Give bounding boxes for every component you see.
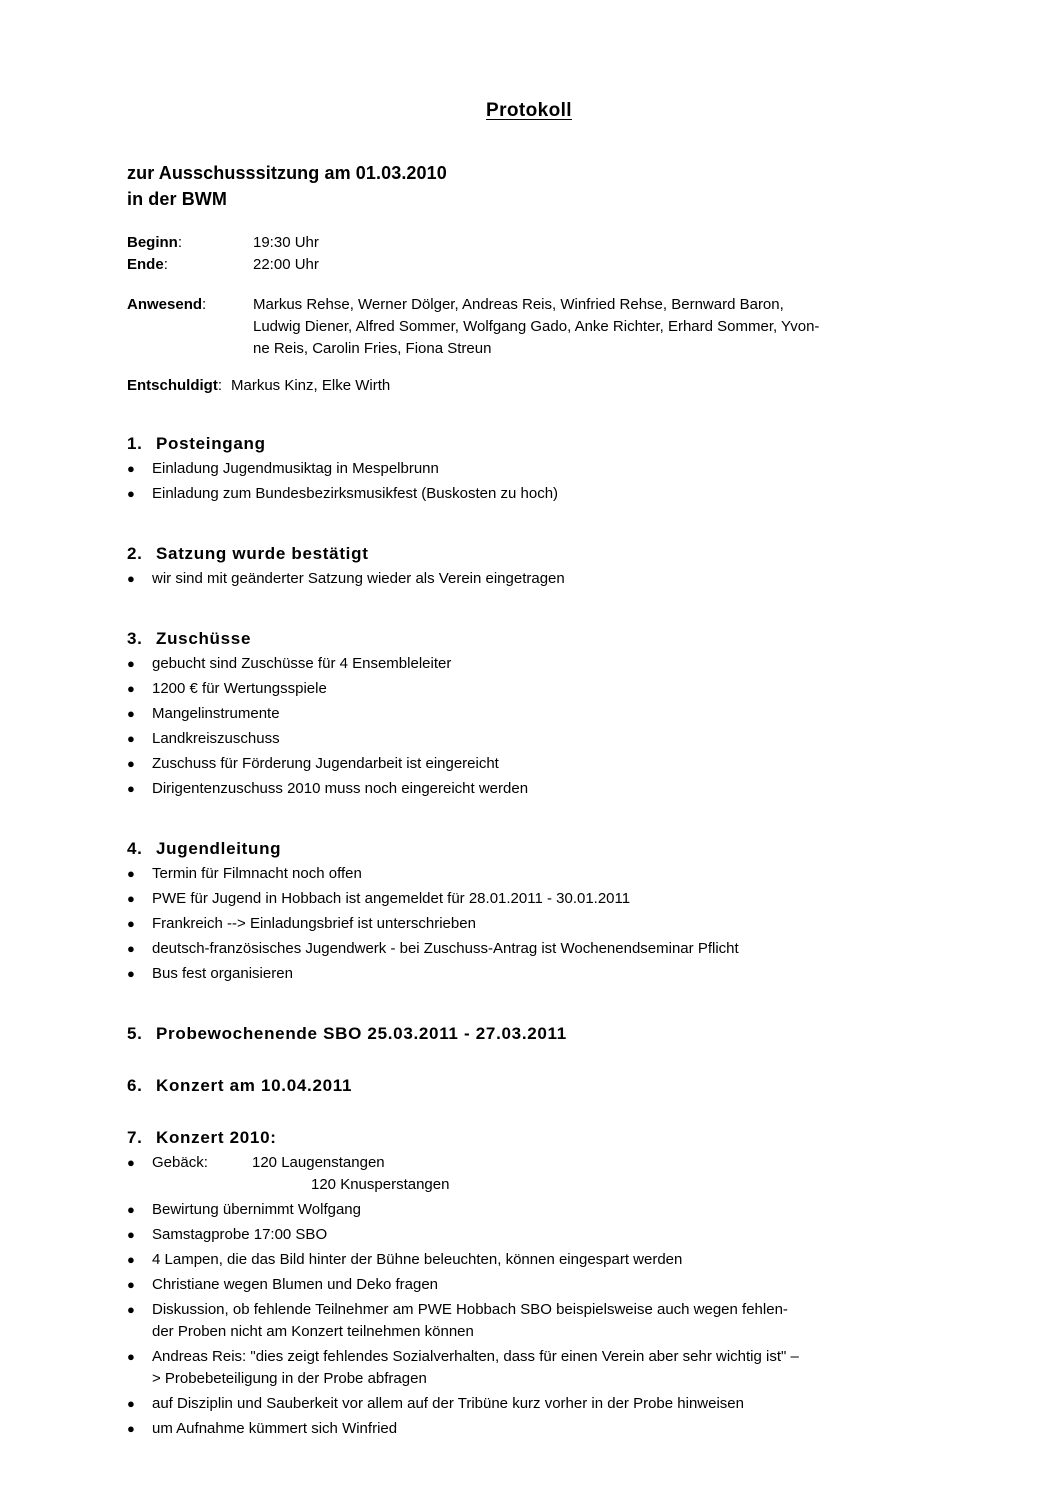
section-heading	[0, 432, 1058, 456]
bullet-icon: ●	[127, 941, 135, 956]
bullet-icon: ●	[127, 1252, 135, 1267]
list-item-text: gebucht sind Zuschüsse für 4 Ensembleleiter	[152, 655, 452, 672]
page-title	[0, 100, 1058, 122]
section-posteingang	[0, 432, 1058, 505]
section-title: Probewochenende SBO 25.03.2011 - 27.03.2011	[156, 1024, 567, 1043]
list-item-text: wir sind mit geänderter Satzung wieder als Verein eingetragen	[152, 570, 565, 587]
section-bullets	[0, 1152, 1058, 1440]
list-item-text: Dirigentenzuschuss 2010 muss noch eingereicht werden	[152, 780, 529, 797]
list-item	[0, 938, 1058, 960]
list-item	[0, 1224, 1058, 1246]
section-number: 6.	[127, 1076, 143, 1095]
excused-label: Entschuldigt:	[127, 377, 222, 394]
list-item-text: PWE für Jugend in Hobbach ist angemeldet für 28.01.2011 - 30.01.2011	[152, 890, 631, 907]
list-item	[0, 483, 1058, 505]
section-konzert-2011	[0, 1074, 1058, 1098]
bullet-icon: ●	[127, 486, 135, 501]
section-heading	[0, 627, 1058, 651]
bullet-icon: ●	[127, 656, 135, 671]
attendees-line: Markus Rehse, Werner Dölger, Andreas Reis, Winfried Rehse, Bernward Baron,	[253, 296, 784, 313]
bullet-icon: ●	[127, 461, 135, 476]
list-item-text: Einladung Jugendmusiktag in Mespelbrunn	[152, 460, 439, 477]
list-item-text	[152, 1299, 942, 1343]
list-item-line: > Probebeteiligung in der Probe abfragen	[152, 1370, 427, 1387]
list-item	[0, 863, 1058, 885]
list-item	[0, 1393, 1058, 1415]
list-item	[0, 888, 1058, 910]
list-item-text: Christiane wegen Blumen und Deko fragen	[152, 1276, 439, 1293]
bullet-icon: ●	[127, 571, 135, 586]
section-spacer	[0, 1100, 1058, 1126]
meeting-times	[127, 232, 319, 276]
section-number: 2.	[127, 544, 143, 563]
list-item-text: Landkreiszuschuss	[152, 730, 280, 747]
section-heading	[0, 1074, 1058, 1098]
list-item	[0, 778, 1058, 800]
list-item-text: Samstagprobe 17:00 SBO	[152, 1226, 328, 1243]
list-item-text: Termin für Filmnacht noch offen	[152, 865, 362, 882]
list-item	[0, 1199, 1058, 1221]
bullet-icon: ●	[127, 1349, 135, 1364]
page-title-text: Protokoll	[486, 100, 572, 121]
sections-list	[0, 432, 1058, 1443]
section-spacer	[0, 593, 1058, 627]
section-spacer	[0, 1048, 1058, 1074]
bullet-icon: ●	[127, 706, 135, 721]
bullet-icon: ●	[127, 866, 135, 881]
list-item-text: Einladung zum Bundesbezirksmusikfest (Buskosten zu hoch)	[152, 485, 559, 502]
section-title: Konzert am 10.04.2011	[156, 1076, 353, 1095]
attendees-line: ne Reis, Carolin Fries, Fiona Streun	[253, 340, 492, 357]
section-number: 7.	[127, 1128, 143, 1147]
list-item	[0, 703, 1058, 725]
list-item-line: Diskussion, ob fehlende Teilnehmer am PWE Hobbach SBO beispielsweise auch wegen fehlen-	[152, 1301, 788, 1318]
list-item-text: Frankreich --> Einladungsbrief ist unterschrieben	[152, 915, 476, 932]
attendees-block	[127, 294, 927, 360]
list-item-text: 4 Lampen, die das Bild hinter der Bühne beleuchten, können eingespart werden	[152, 1251, 683, 1268]
section-heading	[0, 1126, 1058, 1150]
section-bullets	[0, 863, 1058, 985]
section-title: Satzung wurde bestätigt	[156, 544, 369, 563]
section-spacer	[0, 508, 1058, 542]
end-value: 22:00 Uhr	[253, 256, 319, 273]
list-item-text: deutsch-französisches Jugendwerk - bei Zuschuss-Antrag ist Wochenendseminar Pflicht	[152, 940, 739, 957]
list-item-text: Bewirtung übernimmt Wolfgang	[152, 1201, 361, 1218]
section-title: Jugendleitung	[156, 839, 282, 858]
list-item	[0, 568, 1058, 590]
section-bullets	[0, 653, 1058, 800]
section-zuschuesse	[0, 627, 1058, 800]
bullet-icon: ●	[127, 1302, 135, 1317]
section-number: 1.	[127, 434, 143, 453]
list-item-text: 1200 € für Wertungsspiele	[152, 680, 327, 697]
bullet-icon: ●	[127, 966, 135, 981]
section-title: Zuschüsse	[156, 629, 252, 648]
bullet-icon: ●	[127, 731, 135, 746]
bullet-icon: ●	[127, 1421, 135, 1436]
begin-value: 19:30 Uhr	[253, 234, 319, 251]
end-label: Ende:	[127, 256, 168, 273]
list-item-line: der Proben nicht am Konzert teilnehmen können	[152, 1323, 474, 1340]
begin-label: Beginn:	[127, 234, 183, 251]
attendees-label: Anwesend:	[127, 296, 207, 313]
list-item	[0, 728, 1058, 750]
begin-row	[127, 232, 319, 254]
subject-line-2: in der BWM	[127, 189, 227, 209]
attendees-value	[253, 294, 925, 360]
list-item	[0, 913, 1058, 935]
end-row	[127, 254, 319, 276]
gebaeck-item-2: 120 Knusperstangen	[311, 1176, 450, 1193]
bullet-icon: ●	[127, 1155, 135, 1170]
bullet-icon: ●	[127, 1227, 135, 1242]
list-item	[0, 753, 1058, 775]
list-item-text: um Aufnahme kümmert sich Winfried	[152, 1420, 398, 1437]
section-probewochenende	[0, 1022, 1058, 1046]
section-bullets	[0, 458, 1058, 505]
list-item	[0, 653, 1058, 675]
bullet-icon: ●	[127, 1277, 135, 1292]
list-item	[0, 1249, 1058, 1271]
section-spacer	[0, 803, 1058, 837]
bullet-icon: ●	[127, 1396, 135, 1411]
section-number: 4.	[127, 839, 143, 858]
excused-block	[127, 375, 390, 397]
section-title: Konzert 2010:	[156, 1128, 277, 1147]
list-item	[0, 678, 1058, 700]
section-title: Posteingang	[156, 434, 266, 453]
section-heading	[0, 837, 1058, 861]
excused-value: Markus Kinz, Elke Wirth	[231, 377, 391, 394]
gebaeck-label: Gebäck:	[152, 1154, 208, 1171]
list-item	[0, 963, 1058, 985]
list-item-text: Bus fest organisieren	[152, 965, 293, 982]
list-item-text: auf Disziplin und Sauberkeit vor allem auf der Tribüne kurz vorher in der Probe hinweisen	[152, 1395, 744, 1412]
subject-heading	[127, 160, 447, 212]
list-item-text: Mangelinstrumente	[152, 705, 280, 722]
bullet-icon: ●	[127, 916, 135, 931]
section-spacer	[0, 988, 1058, 1022]
list-item-line: Andreas Reis: "dies zeigt fehlendes Sozialverhalten, dass für einen Verein aber sehr wichtig ist" –	[152, 1348, 799, 1365]
list-item	[0, 1418, 1058, 1440]
attendees-line: Ludwig Diener, Alfred Sommer, Wolfgang Gado, Anke Richter, Erhard Sommer, Yvon-	[253, 318, 820, 335]
bullet-icon: ●	[127, 1202, 135, 1217]
section-jugendleitung	[0, 837, 1058, 985]
list-item	[0, 1299, 1058, 1343]
list-item	[0, 1274, 1058, 1296]
section-satzung	[0, 542, 1058, 590]
subject-line-1: zur Ausschusssitzung am 01.03.2010	[127, 163, 447, 183]
bullet-icon: ●	[127, 681, 135, 696]
section-number: 5.	[127, 1024, 143, 1043]
bullet-icon: ●	[127, 756, 135, 771]
list-item-text: Zuschuss für Förderung Jugendarbeit ist eingereicht	[152, 755, 499, 772]
bullet-icon: ●	[127, 781, 135, 796]
section-number: 3.	[127, 629, 143, 648]
section-heading	[0, 542, 1058, 566]
list-item	[0, 1346, 1058, 1390]
list-item	[0, 1152, 1058, 1196]
bullet-icon: ●	[127, 891, 135, 906]
list-item	[0, 458, 1058, 480]
gebaeck-first-row	[152, 1152, 942, 1174]
gebaeck-item-1: 120 Laugenstangen	[252, 1154, 385, 1171]
section-bullets	[0, 568, 1058, 590]
list-item-text	[152, 1152, 942, 1196]
section-heading	[0, 1022, 1058, 1046]
list-item-text	[152, 1346, 942, 1390]
section-konzert-2010	[0, 1126, 1058, 1440]
